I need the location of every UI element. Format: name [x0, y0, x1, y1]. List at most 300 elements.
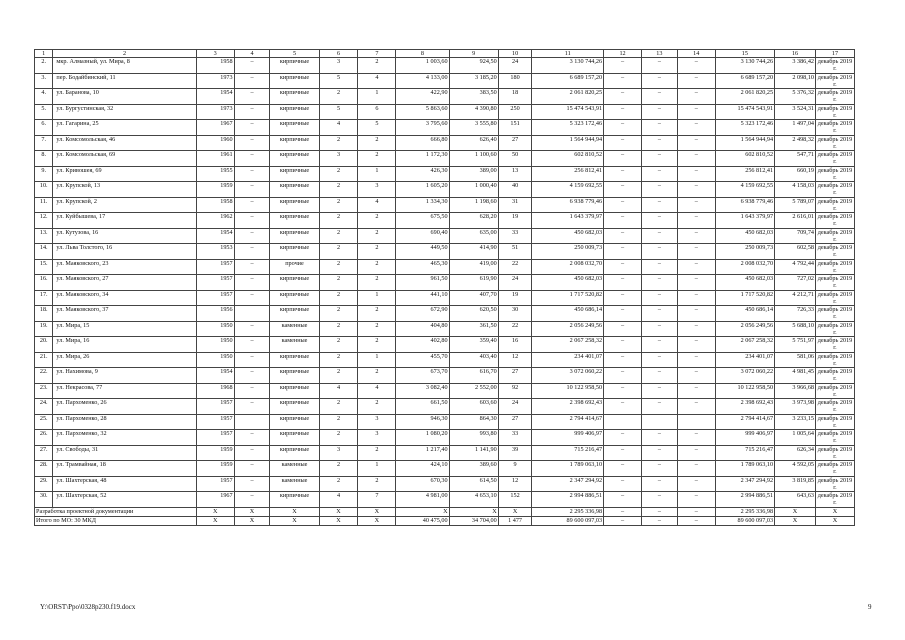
column-number-cell: 17: [816, 50, 855, 58]
column-number-cell: 11: [532, 50, 604, 58]
table-cell: –: [641, 352, 677, 368]
table-cell: 5 863,60: [396, 104, 449, 120]
table-cell: 9: [498, 461, 532, 477]
total-cell: –: [641, 507, 677, 516]
table-cell: –: [641, 213, 677, 229]
table-cell: 1962: [196, 213, 234, 229]
table-row: [35, 213, 855, 229]
total-cell: X: [319, 516, 358, 525]
address-cell: ул. Трамвайная, 18: [53, 461, 196, 477]
table-cell: 614,50: [449, 476, 498, 492]
address-cell: ул. Пархоменко, 26: [53, 399, 196, 415]
table-cell: 690,40: [396, 228, 449, 244]
total-cell: 89 600 097,03: [715, 516, 774, 525]
table-cell: –: [604, 259, 642, 275]
table-cell: –: [641, 104, 677, 120]
table-cell: 628,20: [449, 213, 498, 229]
table-cell: 180: [498, 73, 532, 89]
table-cell: 4 159 692,55: [715, 182, 774, 198]
table-cell: 2: [319, 244, 358, 260]
table-cell: 23.: [35, 383, 53, 399]
deadline-cell: декабрь 2019 г.: [816, 151, 855, 167]
table-cell: –: [641, 476, 677, 492]
table-cell: 3: [358, 182, 396, 198]
deadline-cell: декабрь 2019 г.: [816, 197, 855, 213]
table-cell: 1958: [196, 197, 234, 213]
table-row: [35, 321, 855, 337]
table-cell: 455,70: [396, 352, 449, 368]
total-cell: X: [234, 516, 270, 525]
table-cell: кирпичные: [270, 58, 319, 74]
table-cell: 2: [319, 476, 358, 492]
table-cell: 3 795,60: [396, 120, 449, 136]
table-cell: 2: [319, 89, 358, 105]
deadline-cell: декабрь 2019 г.: [816, 461, 855, 477]
table-cell: 6.: [35, 120, 53, 136]
table-cell: кирпичные: [270, 151, 319, 167]
table-cell: –: [234, 89, 270, 105]
deadline-cell: декабрь 2019 г.: [816, 89, 855, 105]
table-cell: 2: [319, 290, 358, 306]
table-cell: 5 789,07: [775, 197, 816, 213]
table-cell: 2: [319, 430, 358, 446]
table-cell: –: [641, 259, 677, 275]
table-cell: –: [604, 352, 642, 368]
table-cell: 1954: [196, 228, 234, 244]
table-cell: 3 386,42: [775, 58, 816, 74]
table-cell: –: [604, 492, 642, 508]
deadline-cell: декабрь 2019 г.: [816, 492, 855, 508]
table-cell: 383,50: [449, 89, 498, 105]
table-cell: 4 390,80: [449, 104, 498, 120]
table-cell: –: [641, 445, 677, 461]
table-cell: 2 067 258,32: [532, 337, 604, 353]
table-cell: –: [641, 244, 677, 260]
table-cell: –: [234, 430, 270, 446]
table-cell: [604, 414, 642, 430]
table-cell: 1: [358, 89, 396, 105]
table-cell: 450 686,14: [532, 306, 604, 322]
table-cell: 602 810,52: [715, 151, 774, 167]
table-cell: 1954: [196, 368, 234, 384]
table-cell: 8.: [35, 151, 53, 167]
table-cell: –: [677, 445, 715, 461]
table-cell: 2: [358, 445, 396, 461]
table-cell: 2: [319, 182, 358, 198]
table-cell: –: [604, 89, 642, 105]
table-cell: –: [641, 151, 677, 167]
table-cell: 1957: [196, 414, 234, 430]
table-cell: –: [677, 151, 715, 167]
table-cell: 961,50: [396, 275, 449, 291]
table-cell: –: [234, 290, 270, 306]
table-cell: 2: [319, 368, 358, 384]
address-cell: пер. Бодайбинский, 11: [53, 73, 196, 89]
table-cell: 1 100,60: [449, 151, 498, 167]
table-cell: 2 994 886,51: [715, 492, 774, 508]
table-cell: –: [234, 445, 270, 461]
total-cell: 2 295 336,98: [715, 507, 774, 516]
table-cell: –: [234, 104, 270, 120]
total-cell: X: [358, 516, 396, 525]
table-cell: –: [641, 399, 677, 415]
table-row: [35, 445, 855, 461]
table-cell: 4.: [35, 89, 53, 105]
table-cell: 3: [319, 445, 358, 461]
deadline-cell: декабрь 2019 г.: [816, 476, 855, 492]
table-cell: –: [677, 73, 715, 89]
table-cell: 626,40: [449, 135, 498, 151]
table-cell: 2: [319, 197, 358, 213]
address-cell: ул. Некрасова, 77: [53, 383, 196, 399]
deadline-cell: декабрь 2019 г.: [816, 445, 855, 461]
table-cell: 250 009,73: [715, 244, 774, 260]
table-cell: –: [234, 166, 270, 182]
table-cell: 3 233,15: [775, 414, 816, 430]
table-cell: 19.: [35, 321, 53, 337]
table-cell: 30.: [35, 492, 53, 508]
table-cell: 2: [358, 306, 396, 322]
deadline-cell: декабрь 2019 г.: [816, 430, 855, 446]
table-cell: 27: [498, 368, 532, 384]
table-cell: 2: [319, 259, 358, 275]
address-cell: ул. Мира, 15: [53, 321, 196, 337]
table-cell: –: [234, 151, 270, 167]
table-cell: 946,30: [396, 414, 449, 430]
deadline-cell: декабрь 2019 г.: [816, 135, 855, 151]
table-cell: 3.: [35, 73, 53, 89]
table-cell: 3 819,85: [775, 476, 816, 492]
table-cell: –: [641, 89, 677, 105]
table-cell: 51: [498, 244, 532, 260]
column-number-cell: 13: [641, 50, 677, 58]
deadline-cell: декабрь 2019 г.: [816, 182, 855, 198]
table-cell: кирпичные: [270, 213, 319, 229]
table-cell: 450 682,03: [715, 228, 774, 244]
table-cell: 3: [358, 414, 396, 430]
table-cell: 1 643 379,97: [532, 213, 604, 229]
table-cell: 2: [358, 321, 396, 337]
table-cell: 1961: [196, 151, 234, 167]
table-cell: –: [234, 259, 270, 275]
table-cell: –: [677, 337, 715, 353]
deadline-cell: декабрь 2019 г.: [816, 228, 855, 244]
table-row: [35, 151, 855, 167]
column-number-cell: 12: [604, 50, 642, 58]
page-number: 9: [868, 603, 872, 611]
table-cell: 15 474 543,91: [532, 104, 604, 120]
table-cell: –: [604, 476, 642, 492]
table-cell: 151: [498, 120, 532, 136]
total-cell: X: [196, 516, 234, 525]
table-cell: 450 682,03: [532, 275, 604, 291]
table-cell: 7.: [35, 135, 53, 151]
table-cell: 2: [358, 368, 396, 384]
table-cell: 33: [498, 430, 532, 446]
table-cell: –: [234, 228, 270, 244]
table-row: [35, 399, 855, 415]
deadline-cell: декабрь 2019 г.: [816, 337, 855, 353]
total-cell: –: [641, 516, 677, 525]
table-cell: –: [641, 275, 677, 291]
table-row: [35, 135, 855, 151]
deadline-cell: декабрь 2019 г.: [816, 244, 855, 260]
table-cell: –: [641, 228, 677, 244]
table-cell: 3 082,40: [396, 383, 449, 399]
table-cell: 2 347 294,92: [532, 476, 604, 492]
register-sheet: [34, 49, 855, 526]
table-cell: каменные: [270, 476, 319, 492]
total-cell: X: [816, 516, 855, 525]
table-cell: 602 810,52: [532, 151, 604, 167]
total-label: Итого по МО: 30 МКД: [35, 516, 197, 525]
table-cell: кирпичные: [270, 399, 319, 415]
table-cell: 24: [498, 275, 532, 291]
table-cell: 16.: [35, 275, 53, 291]
table-cell: 450 682,03: [532, 228, 604, 244]
table-row: [35, 337, 855, 353]
table-cell: 17.: [35, 290, 53, 306]
table-cell: –: [677, 182, 715, 198]
table-cell: 602,58: [775, 244, 816, 260]
table-cell: кирпичные: [270, 430, 319, 446]
table-cell: 13: [498, 166, 532, 182]
table-cell: 1 005,64: [775, 430, 816, 446]
table-cell: 1959: [196, 445, 234, 461]
table-cell: 24: [498, 399, 532, 415]
table-cell: 31: [498, 197, 532, 213]
table-row: [35, 120, 855, 136]
address-cell: мкр. Алмазный, ул. Мира, 8: [53, 58, 196, 74]
total-cell: 89 600 097,03: [532, 516, 604, 525]
table-cell: кирпичные: [270, 275, 319, 291]
address-cell: ул. Кутузова, 16: [53, 228, 196, 244]
table-cell: 2: [358, 275, 396, 291]
table-cell: 1950: [196, 321, 234, 337]
table-cell: 1968: [196, 383, 234, 399]
table-cell: 2 794 414,67: [715, 414, 774, 430]
table-cell: 1 564 944,94: [715, 135, 774, 151]
table-cell: 2: [319, 321, 358, 337]
table-cell: –: [677, 476, 715, 492]
column-number-cell: 14: [677, 50, 715, 58]
table-cell: 22: [498, 321, 532, 337]
table-cell: 2: [358, 244, 396, 260]
table-cell: 1 789 063,10: [532, 461, 604, 477]
address-cell: ул. Пархоменко, 32: [53, 430, 196, 446]
table-cell: 643,63: [775, 492, 816, 508]
table-cell: –: [677, 290, 715, 306]
table-cell: –: [641, 430, 677, 446]
table-row: [35, 290, 855, 306]
table-cell: –: [234, 321, 270, 337]
table-cell: –: [604, 73, 642, 89]
table-cell: 6 689 157,20: [532, 73, 604, 89]
table-cell: –: [604, 182, 642, 198]
table-cell: –: [677, 461, 715, 477]
table-cell: 2: [319, 461, 358, 477]
table-cell: 152: [498, 492, 532, 508]
table-cell: 1957: [196, 430, 234, 446]
table-cell: 2: [358, 228, 396, 244]
total-cell: X: [270, 516, 319, 525]
table-cell: –: [604, 151, 642, 167]
table-cell: 3 966,68: [775, 383, 816, 399]
table-cell: 4: [358, 197, 396, 213]
table-cell: 4 792,44: [775, 259, 816, 275]
address-cell: ул. Баранова, 10: [53, 89, 196, 105]
table-cell: 1 717 520,82: [532, 290, 604, 306]
table-cell: 3 072 060,22: [532, 368, 604, 384]
table-cell: 1973: [196, 73, 234, 89]
address-cell: ул. Кривошея, 69: [53, 166, 196, 182]
table-cell: 1 217,40: [396, 445, 449, 461]
table-cell: 21.: [35, 352, 53, 368]
table-cell: 2: [319, 135, 358, 151]
total-cell: X: [498, 507, 532, 516]
total-cell: X: [816, 507, 855, 516]
table-cell: –: [677, 275, 715, 291]
table-cell: 389,60: [449, 461, 498, 477]
total-cell: 34 704,00: [449, 516, 498, 525]
address-cell: ул. Маяковского, 27: [53, 275, 196, 291]
table-cell: 2: [319, 337, 358, 353]
table-cell: –: [641, 290, 677, 306]
table-cell: –: [234, 182, 270, 198]
table-cell: 250: [498, 104, 532, 120]
table-cell: кирпичные: [270, 383, 319, 399]
table-cell: 1954: [196, 89, 234, 105]
table-cell: [234, 306, 270, 322]
table-cell: 2: [358, 337, 396, 353]
table-cell: кирпичные: [270, 445, 319, 461]
address-cell: ул. Бургустинская, 32: [53, 104, 196, 120]
table-cell: 4 133,00: [396, 73, 449, 89]
table-cell: 3: [319, 151, 358, 167]
table-cell: 727,02: [775, 275, 816, 291]
table-cell: 4 653,10: [449, 492, 498, 508]
table-cell: 12: [498, 476, 532, 492]
table-cell: –: [234, 135, 270, 151]
table-cell: кирпичные: [270, 89, 319, 105]
table-cell: 666,80: [396, 135, 449, 151]
table-cell: каменные: [270, 337, 319, 353]
table-cell: 1 000,40: [449, 182, 498, 198]
table-cell: –: [641, 73, 677, 89]
total-cell: X: [234, 507, 270, 516]
table-cell: –: [677, 213, 715, 229]
table-cell: 2 061 820,25: [532, 89, 604, 105]
table-cell: [677, 414, 715, 430]
table-cell: 1: [358, 166, 396, 182]
table-cell: 1: [358, 290, 396, 306]
deadline-cell: декабрь 2019 г.: [816, 414, 855, 430]
table-cell: –: [641, 135, 677, 151]
table-cell: [641, 414, 677, 430]
table-cell: 234 401,07: [532, 352, 604, 368]
column-number-cell: 3: [196, 50, 234, 58]
table-cell: 24.: [35, 399, 53, 415]
table-row: [35, 430, 855, 446]
table-cell: 234 401,07: [715, 352, 774, 368]
deadline-cell: декабрь 2019 г.: [816, 166, 855, 182]
table-row: [35, 166, 855, 182]
table-cell: 16: [498, 337, 532, 353]
table-row: [35, 89, 855, 105]
table-cell: кирпичные: [270, 228, 319, 244]
table-cell: 5 751,97: [775, 337, 816, 353]
table-cell: 4 158,03: [775, 182, 816, 198]
address-cell: ул. Мира, 16: [53, 337, 196, 353]
table-cell: –: [677, 492, 715, 508]
column-number-cell: 6: [319, 50, 358, 58]
address-cell: ул. Маяковского, 37: [53, 306, 196, 322]
table-cell: –: [641, 337, 677, 353]
total-row: [35, 516, 855, 525]
table-cell: –: [641, 321, 677, 337]
table-cell: –: [677, 321, 715, 337]
table-cell: 9.: [35, 166, 53, 182]
table-cell: 1955: [196, 166, 234, 182]
table-cell: –: [677, 135, 715, 151]
table-row: [35, 197, 855, 213]
table-cell: 6: [358, 104, 396, 120]
table-cell: 2 398 692,43: [532, 399, 604, 415]
column-number-cell: 15: [715, 50, 774, 58]
total-cell: X: [396, 507, 449, 516]
table-cell: –: [234, 368, 270, 384]
table-cell: 2 347 294,92: [715, 476, 774, 492]
address-cell: ул. Маяковского, 34: [53, 290, 196, 306]
table-cell: 1953: [196, 244, 234, 260]
table-cell: –: [604, 228, 642, 244]
total-cell: –: [677, 516, 715, 525]
column-number-row: [35, 50, 855, 58]
table-cell: –: [234, 244, 270, 260]
table-cell: 1967: [196, 492, 234, 508]
table-cell: 1: [358, 352, 396, 368]
total-cell: 1 477: [498, 516, 532, 525]
table-cell: –: [604, 104, 642, 120]
table-cell: 2 067 258,32: [715, 337, 774, 353]
address-cell: ул. Крупской, 2: [53, 197, 196, 213]
table-cell: 2: [358, 151, 396, 167]
table-cell: 4 592,05: [775, 461, 816, 477]
table-cell: 5.: [35, 104, 53, 120]
table-cell: 419,00: [449, 259, 498, 275]
table-cell: –: [641, 368, 677, 384]
table-cell: 2: [319, 228, 358, 244]
column-number-cell: 9: [449, 50, 498, 58]
table-cell: 1973: [196, 104, 234, 120]
table-cell: 4 981,45: [775, 368, 816, 384]
table-cell: 4: [358, 73, 396, 89]
table-cell: –: [234, 461, 270, 477]
table-cell: каменные: [270, 461, 319, 477]
table-cell: 29.: [35, 476, 53, 492]
table-cell: –: [641, 58, 677, 74]
table-cell: –: [677, 399, 715, 415]
table-cell: 5: [319, 104, 358, 120]
table-cell: 715 216,47: [715, 445, 774, 461]
table-cell: 389,00: [449, 166, 498, 182]
table-cell: –: [604, 368, 642, 384]
table-cell: –: [604, 461, 642, 477]
table-cell: –: [234, 476, 270, 492]
table-cell: 15 474 543,91: [715, 104, 774, 120]
table-cell: 2.: [35, 58, 53, 74]
table-cell: прочие: [270, 259, 319, 275]
